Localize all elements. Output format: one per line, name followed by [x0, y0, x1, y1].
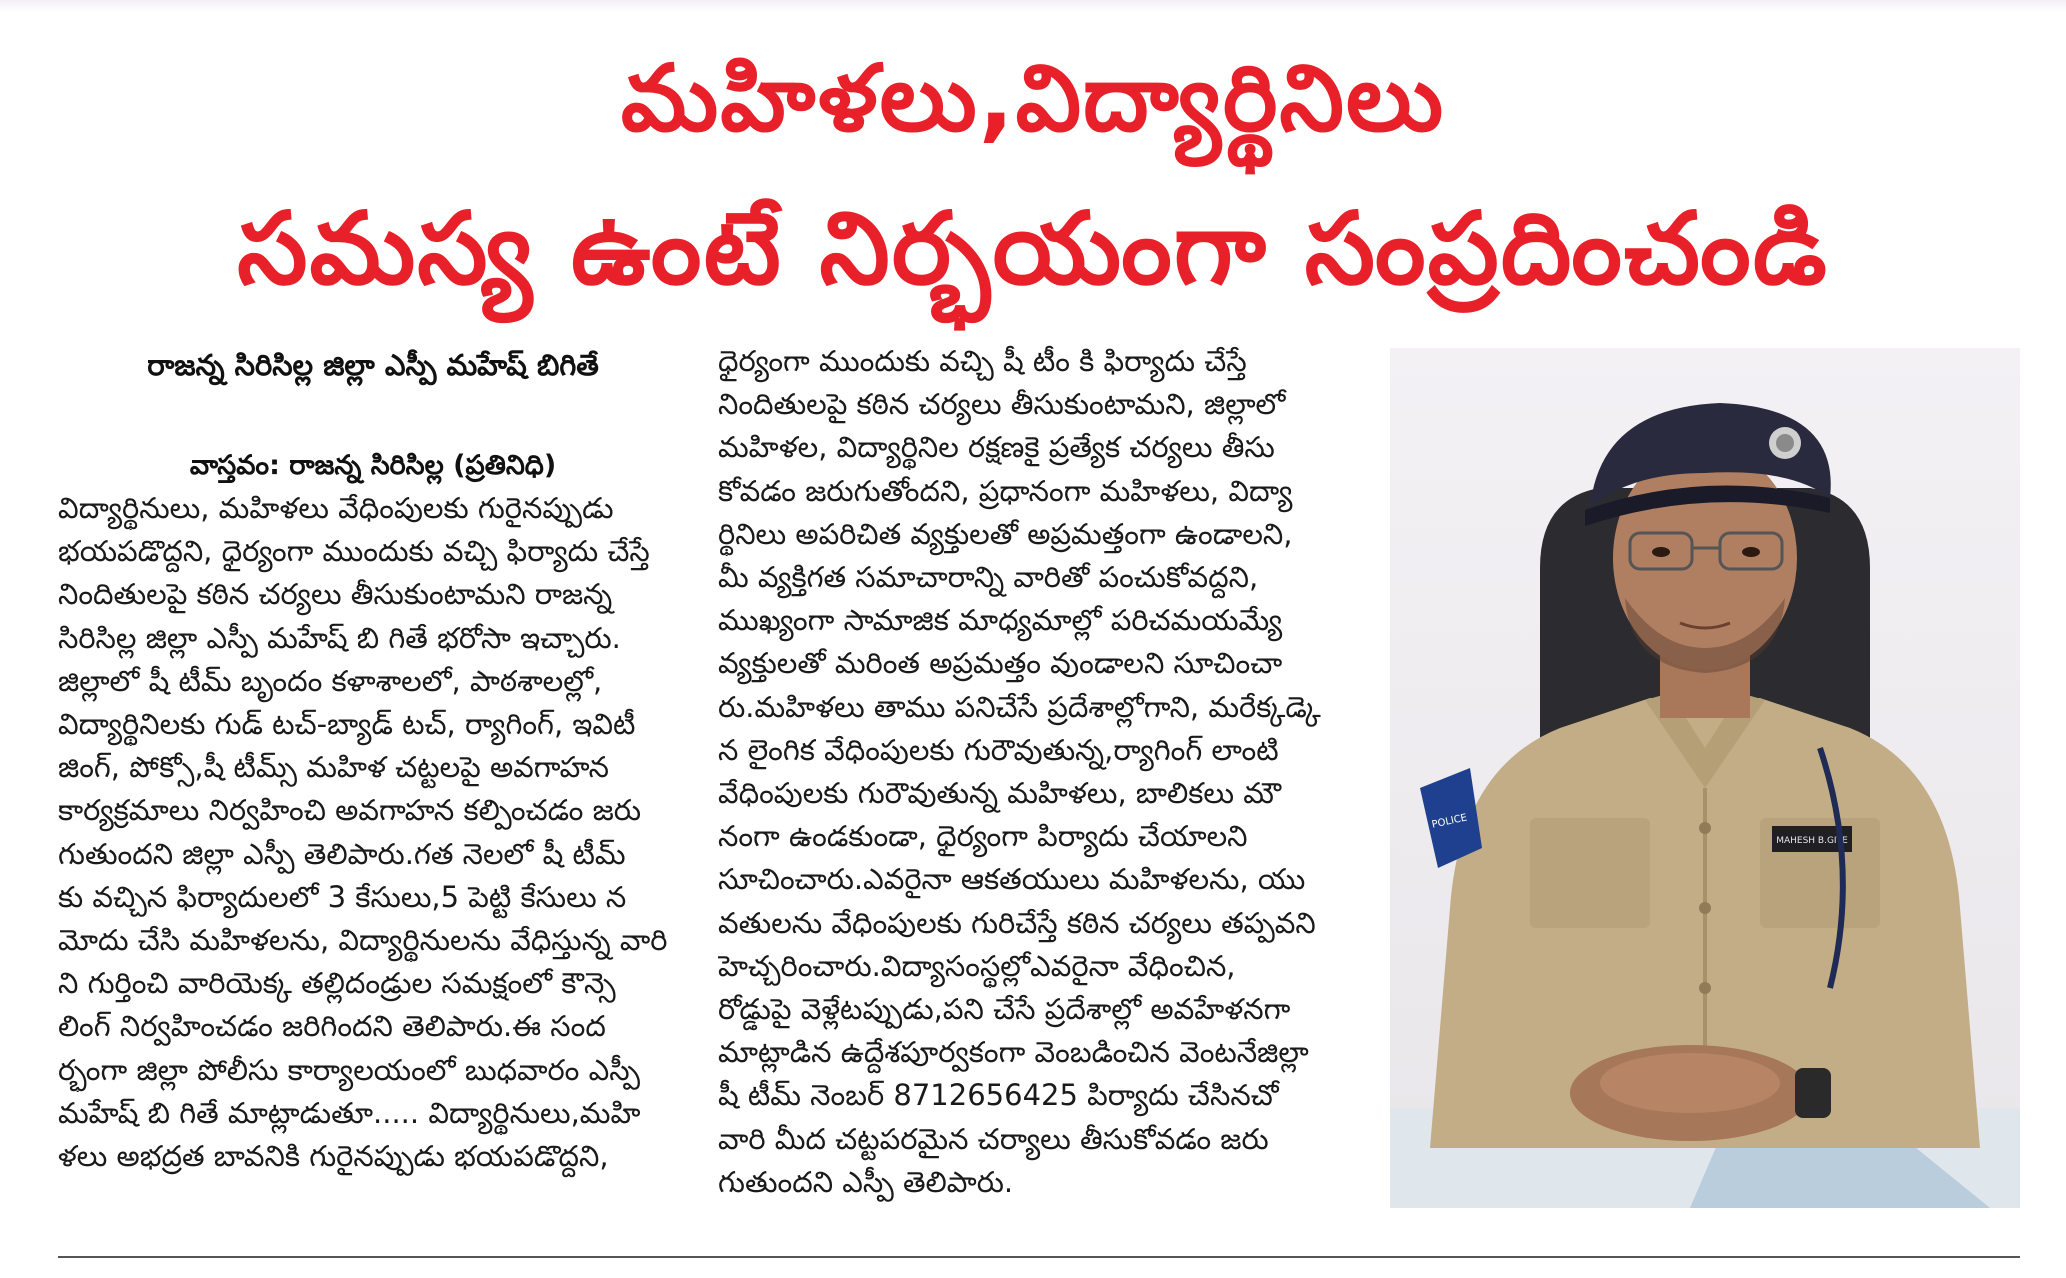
body-line: వేధింపులకు గురౌవుతున్న మహిళలు, బాలికలు మౌ	[718, 776, 1282, 811]
headline-line-2: సమస్య ఉంటే నిర్భయంగా సంప్రదించండి	[237, 190, 1829, 307]
headline-line-1: మహిళలు,విద్యార్థినిలు	[620, 45, 1446, 152]
article-column-left	[58, 487, 688, 1178]
body-line: ధైర్యంగా ముందుకు వచ్చి షీ టీం కి ఫిర్యాదు చేస్తే	[718, 344, 1247, 378]
officer-photo	[1390, 348, 2020, 1208]
body-line: లింగ్ నిర్వహించడం జరిగిందని తెలిపారు.ఈ సంద	[58, 1009, 606, 1044]
body-line: వారి మీద చట్టపరమైన చర్యాలు తీసుకోవడం జరు	[718, 1121, 1269, 1156]
body-line: సూచించారు.ఎవరైనా ఆకతయులు మహిళలను, యు	[718, 862, 1306, 897]
body-line: రోడ్డుపై వెళ్లేటప్పుడు,పని చేసే ప్రదేశాల్లో అవహేళనగా	[718, 992, 1291, 1027]
body-line: హెచ్చరించారు.విద్యాసంస్థల్లోఎవరైనా వేధించిన,	[718, 948, 1236, 983]
body-line: మహేష్ బి గితే మాట్లాడుతూ..... విద్యార్థినులు,మహి	[58, 1095, 641, 1130]
shoulder-badge-text: POLICE	[1430, 812, 1469, 831]
body-line: కు వచ్చిన ఫిర్యాదులలో 3 కేసులు,5 పెట్టి కేసులు న	[58, 879, 627, 914]
officer-portrait-illustration	[1390, 348, 2020, 1208]
bottom-divider	[58, 1256, 2020, 1258]
body-line: ర్థినిలు అపరిచిత వ్యక్తులతో అప్రమత్తంగా ఉండాలని,	[718, 516, 1293, 551]
body-line: జింగ్, పోక్సో,షీ టీమ్స్ మహిళ చట్టలపై అవగాహన	[58, 750, 610, 785]
body-line: విద్యార్థినులు, మహిళలు వేధింపులకు గురైనప్పుడు	[58, 491, 614, 525]
body-line: మాట్లాడిన ఉద్దేశపూర్వకంగా వెంబడించిన వెంటనేజిల్లా	[718, 1035, 1309, 1070]
body-line: విద్యార్థినిలకు గుడ్ టచ్-బ్యాడ్ టచ్, ర్యాగింగ్, ఇవిటీ	[58, 707, 636, 742]
body-line: ని గుర్తించి వారియెక్క తల్లిదండ్రుల సమక్షంలో కౌన్సె	[58, 966, 616, 1001]
body-line: నంగా ఉండకుండా, ధైర్యంగా పిర్యాదు చేయాలని	[718, 819, 1248, 854]
body-line: భయపడొద్దని, ధైర్యంగా ముందుకు వచ్చి ఫిర్యాదు చేస్తే	[58, 534, 650, 569]
body-line: మోదు చేసి మహిళలను, విద్యార్థినులను వేధిస్తున్న వారి	[58, 923, 668, 958]
body-line: కార్యక్రమాలు నిర్వహించి అవగాహన కల్పించడం జరు	[58, 793, 642, 828]
body-line: గుతుందని జిల్లా ఎస్పీ తెలిపారు.గత నెలలో షీ టీమ్	[58, 836, 626, 871]
body-line: మీ వ్యక్తిగత సమాచారాన్ని వారితో పంచుకోవద్దని,	[718, 560, 1259, 595]
body-line: కోవడం జరుగుతోందని, ప్రధానంగా మహిళలు, విద్యా	[718, 473, 1293, 508]
body-line: నిందితులపై కఠిన చర్యలు తీసుకుంటామని రాజన్న	[58, 577, 613, 612]
name-tag-text: MAHESH B.GITE	[1776, 836, 1848, 846]
body-line: మహిళల, విద్యార్థినిల రక్షణకై ప్రత్యేక చర్యలు తీసు	[718, 430, 1275, 465]
body-line: ముఖ్యంగా సామాజిక మాధ్యమాల్లో పరిచమయమ్యే	[718, 603, 1283, 638]
dateline: వాస్తవం: రాజన్న సిరిసిల్ల (ప్రతినిధి)	[189, 450, 557, 481]
body-line: రు.మహిళలు తాము పనిచేసే ప్రదేశాల్లోగాని, మరేక్కడ్కె	[718, 689, 1321, 724]
body-line: న లైంగిక వేధింపులకు గురౌవుతున్న,ర్యాగింగ్ లాంటి	[718, 732, 1279, 767]
top-border-strip	[0, 0, 2066, 12]
body-line: జిల్లాలో షీ టీమ్ బృందం కళాశాలలో, పాఠశాలల్లో,	[58, 663, 603, 698]
body-line: ర్భంగా జిల్లా పోలీసు కార్యాలయంలో బుధవారం ఎస్పీ	[58, 1052, 641, 1087]
byline: రాజన్న సిరిసిల్ల జిల్లా ఎస్పీ మహేష్ బిగితే	[147, 348, 599, 382]
body-line: వతులను వేధింపులకు గురిచేస్తే కఠిన చర్యలు తప్పవని	[718, 905, 1316, 940]
body-line: సిరిసిల్ల జిల్లా ఎస్పీ మహేష్ బి గితే భరోసా ఇచ్చారు.	[58, 620, 621, 655]
body-line: ళలు అభద్రత బావనికి గురైనప్పుడు భయపడొద్దని,	[58, 1139, 609, 1174]
body-line: షీ టీమ్ నెంబర్ 8712656425 పిర్యాదు చేసినచో	[718, 1078, 1279, 1113]
body-line: వ్యక్తులతో మరింత అప్రమత్తం వుండాలని సూచించా	[718, 646, 1283, 681]
body-line: నిందితులపై కఠిన చర్యలు తీసుకుంటామని, జిల్లాలో	[718, 387, 1286, 422]
article-column-middle	[718, 340, 1368, 1204]
body-line: గుతుందని ఎస్పీ తెలిపారు.	[718, 1164, 1014, 1199]
